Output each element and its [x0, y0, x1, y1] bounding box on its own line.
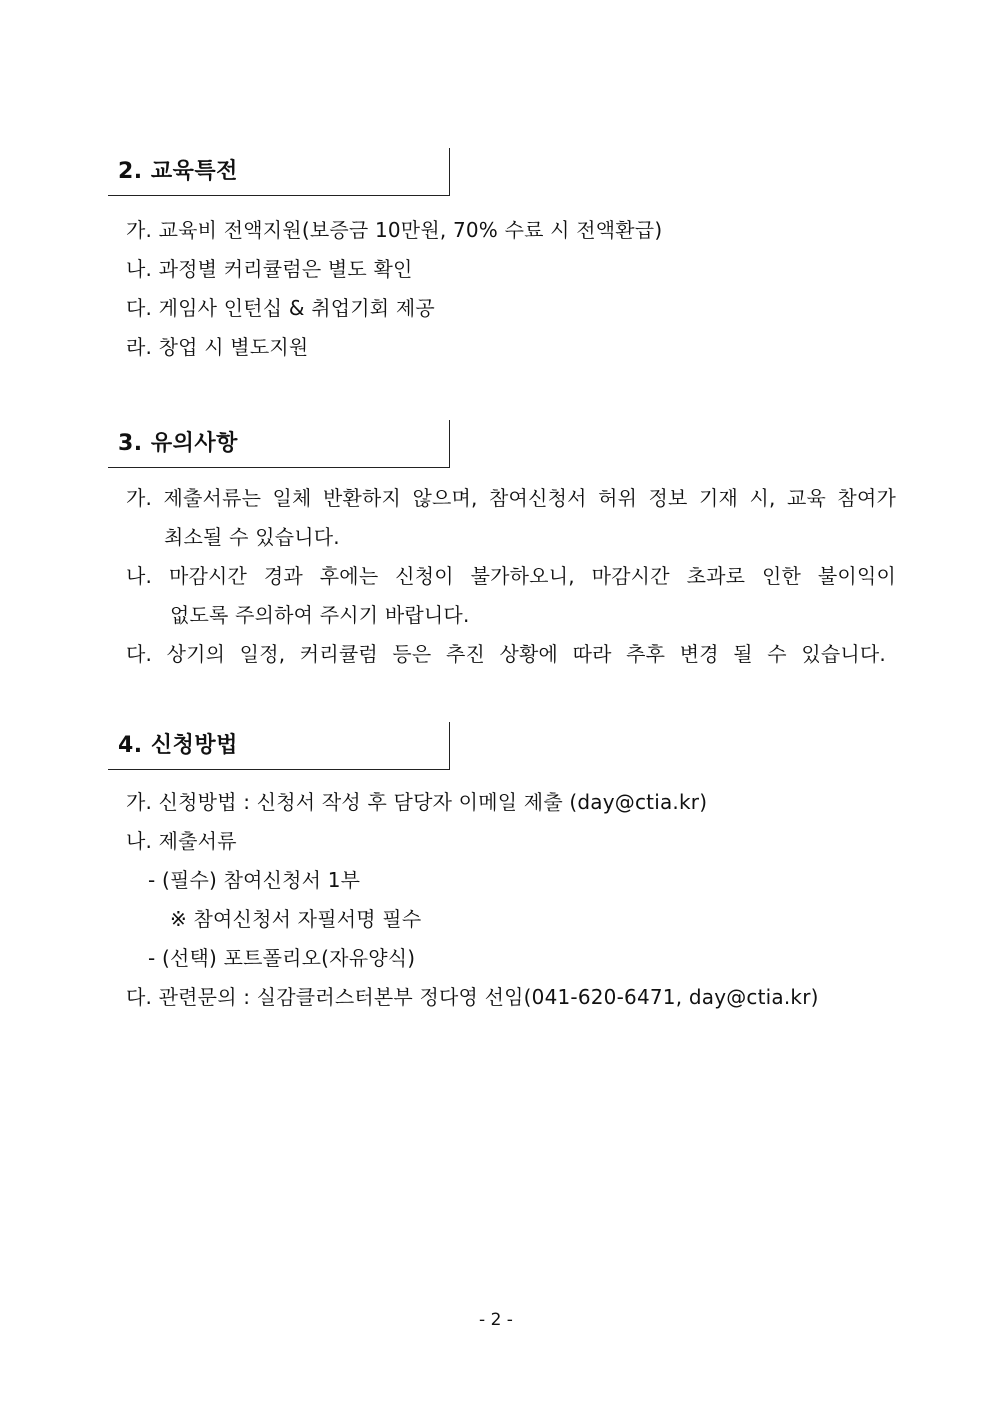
section-3-title: 3. 유의사항	[118, 431, 238, 456]
section-4-title: 4. 신청방법	[118, 733, 238, 758]
section-4-item-na: 나. 제출서류	[126, 829, 237, 853]
section-2-item-da: 다. 게임사 인턴십 & 취업기회 제공	[126, 296, 435, 320]
section-2-item-ga: 가. 교육비 전액지원(보증금 10만원, 70% 수료 시 전액환급)	[126, 218, 663, 242]
section-2-title: 2. 교육특전	[118, 159, 238, 184]
section-2-item-na: 나. 과정별 커리큘럼은 별도 확인	[126, 257, 413, 281]
section-4-header	[108, 722, 450, 770]
section-2-item-ra: 라. 창업 시 별도지원	[126, 335, 309, 359]
section-4-sub-note: ※ 참여신청서 자필서명 필수	[170, 907, 422, 931]
section-3-item-na: 나. 마감시간 경과 후에는 신청이 불가하오니, 마감시간 초과로 인한 불이익이	[126, 564, 896, 588]
section-3-header	[108, 420, 450, 468]
section-4-item-da: 다. 관련문의 : 실감클러스터본부 정다영 선임(041-620-6471, day@ctia.kr)	[126, 985, 819, 1009]
section-3-item-ga: 가. 제출서류는 일체 반환하지 않으며, 참여신청서 허위 정보 기재 시, 교육 참여가	[126, 486, 896, 510]
section-3-item-da: 다. 상기의 일정, 커리큘럼 등은 추진 상황에 따라 추후 변경 될 수 있습니다.	[126, 642, 886, 666]
section-2-header	[108, 148, 450, 196]
section-3-item-ga-cont: 최소될 수 있습니다.	[164, 525, 340, 549]
page-number: - 2 -	[479, 1310, 513, 1330]
section-4-sub-optional: - (선택) 포트폴리오(자유양식)	[148, 946, 416, 970]
section-4-sub-required: - (필수) 참여신청서 1부	[148, 868, 361, 892]
section-3-item-na-cont: 없도록 주의하여 주시기 바랍니다.	[170, 603, 470, 627]
section-4-item-ga: 가. 신청방법 : 신청서 작성 후 담당자 이메일 제출 (day@ctia.kr)	[126, 790, 708, 814]
